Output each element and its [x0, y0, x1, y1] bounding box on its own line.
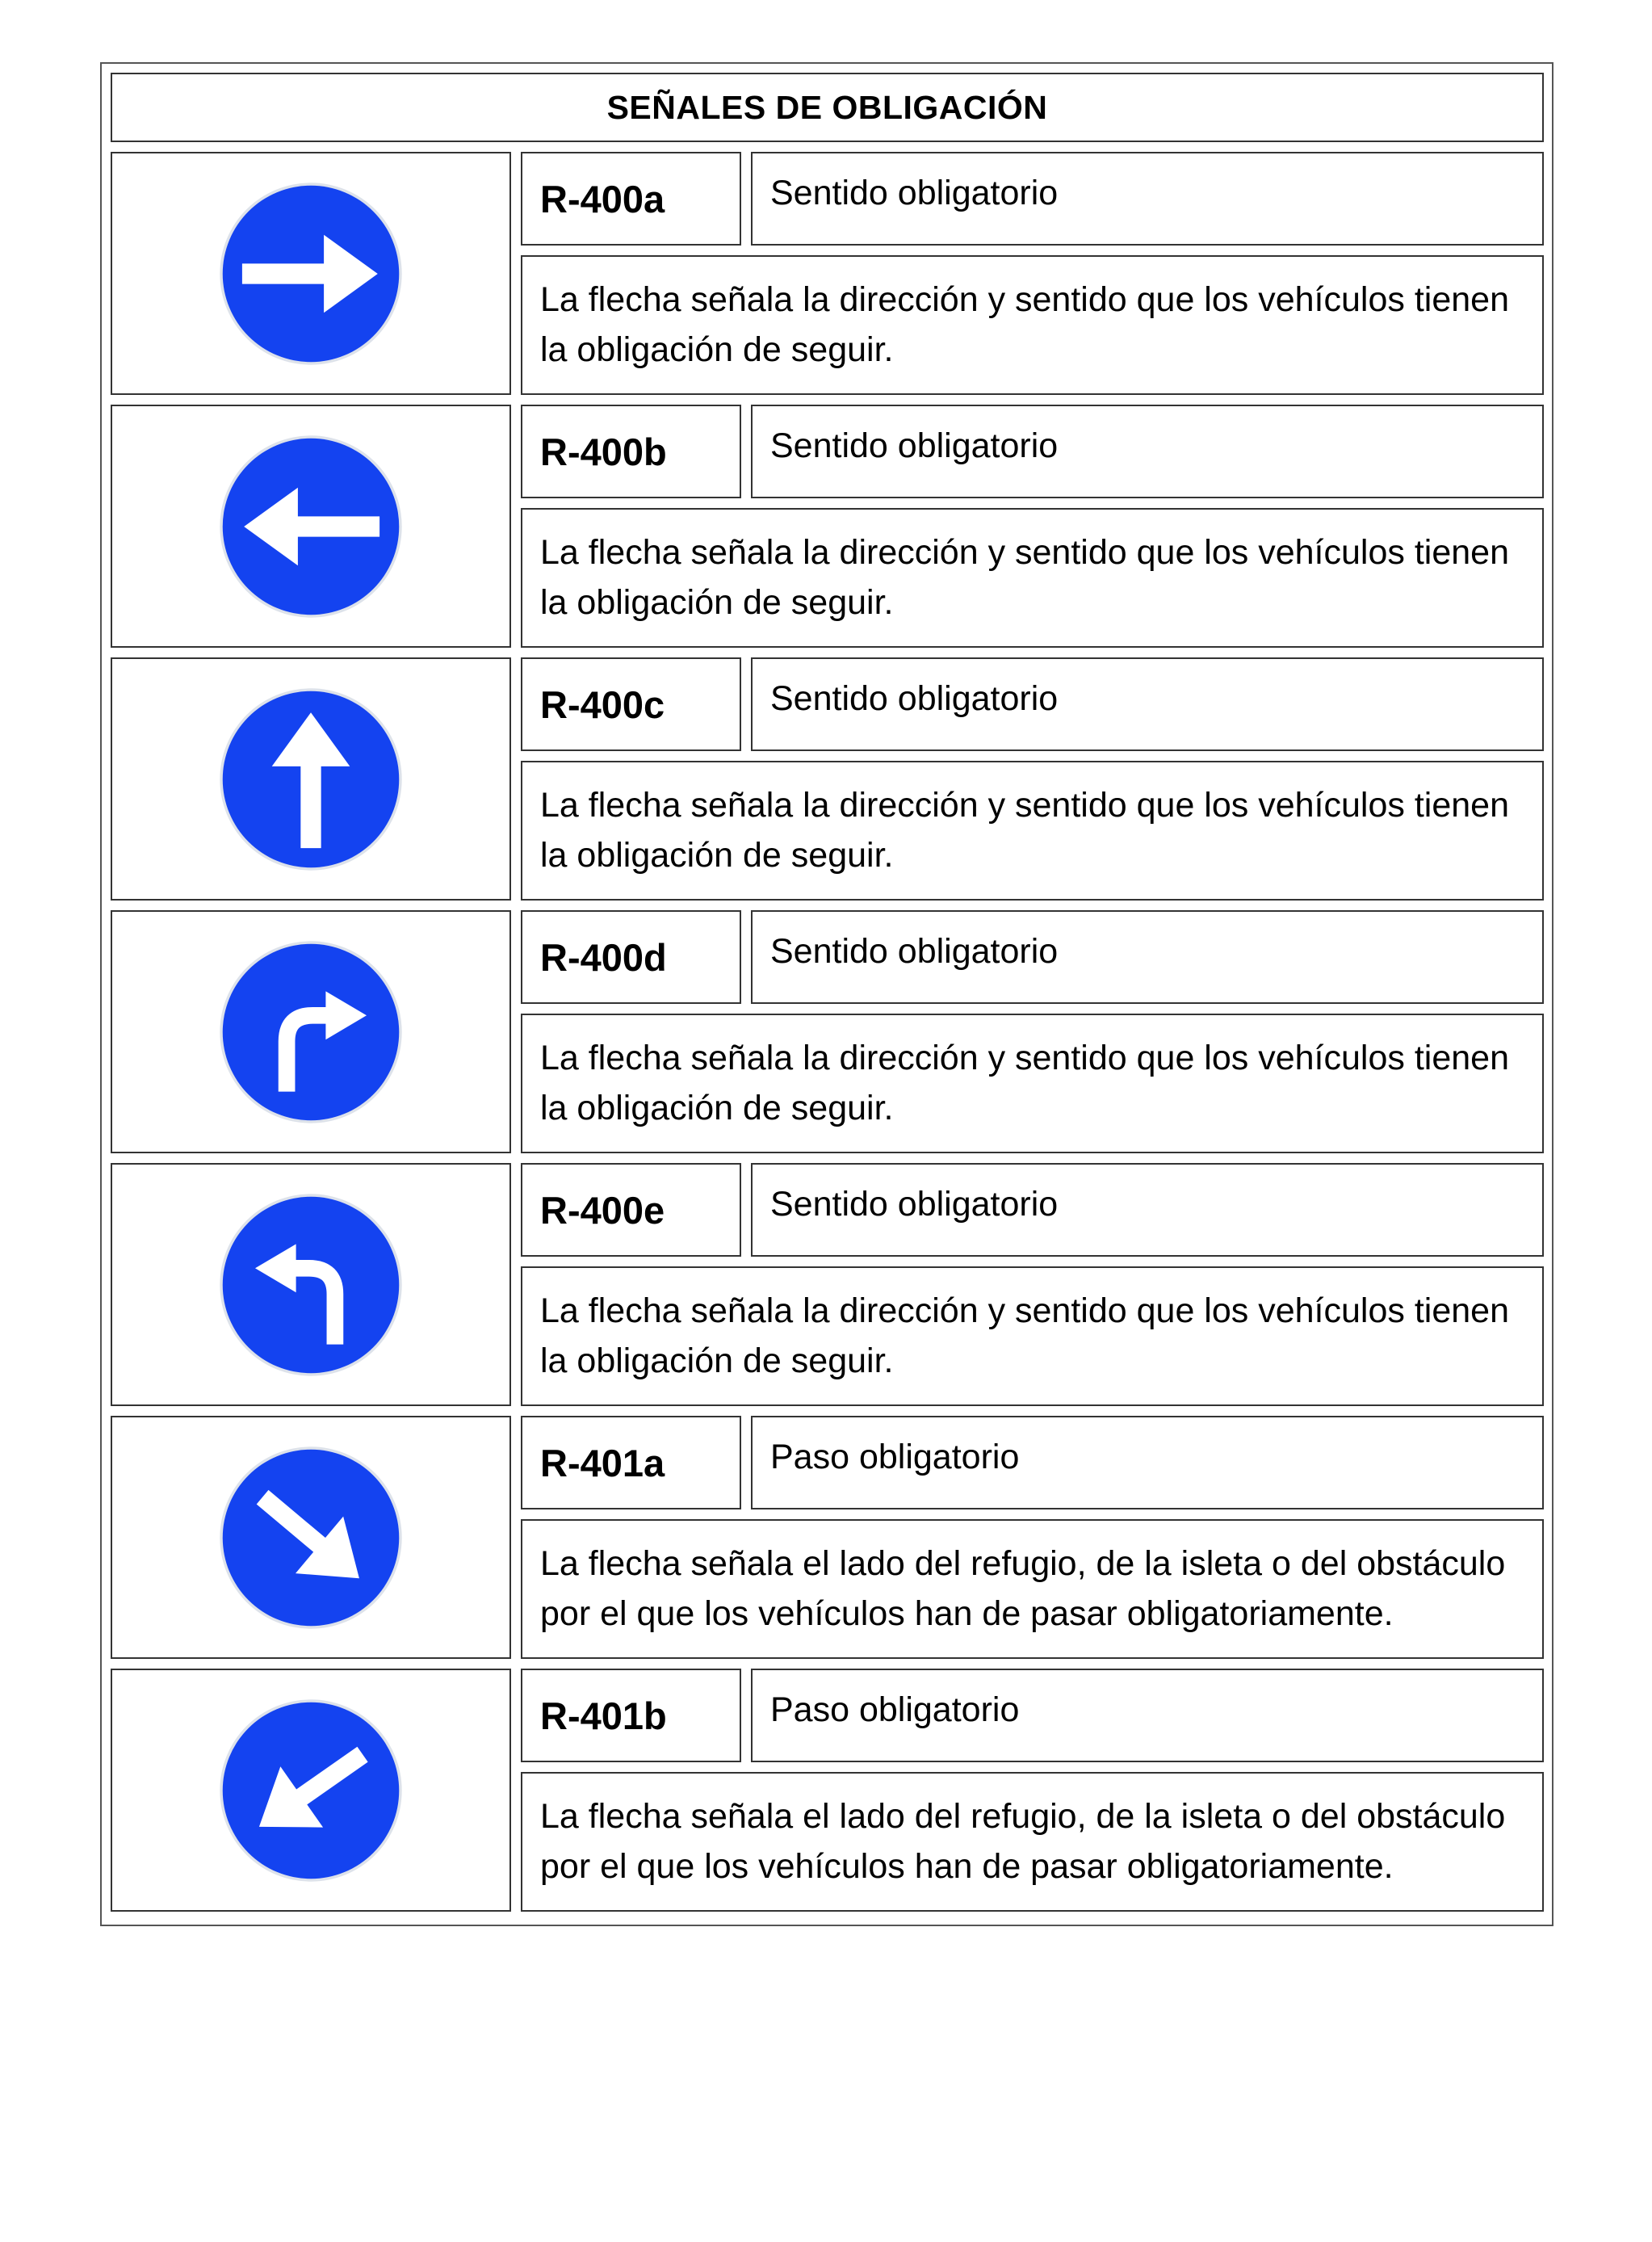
sign-code: R-400c: [521, 657, 741, 751]
arrow-up-icon: [218, 686, 404, 872]
sign-code: R-400b: [521, 405, 741, 498]
sign-cell: [111, 152, 511, 395]
sign-code: R-400e: [521, 1163, 741, 1257]
turn-right-icon: [218, 939, 404, 1125]
sign-code: R-401a: [521, 1416, 741, 1509]
sign-cell: [111, 1163, 511, 1406]
sign-description: La flecha señala la dirección y sentido que los vehículos tienen la obligación de seguir.: [521, 1266, 1544, 1406]
sign-cell: [111, 1416, 511, 1659]
sign-code: R-400a: [521, 152, 741, 246]
sign-description: La flecha señala la dirección y sentido que los vehículos tienen la obligación de seguir.: [521, 761, 1544, 901]
sign-description: La flecha señala la dirección y sentido que los vehículos tienen la obligación de seguir.: [521, 255, 1544, 395]
sign-description: La flecha señala la dirección y sentido que los vehículos tienen la obligación de seguir.: [521, 508, 1544, 648]
turn-left-icon: [218, 1192, 404, 1378]
table-title: SEÑALES DE OBLIGACIÓN: [111, 73, 1544, 142]
sign-name: Sentido obligatorio: [751, 910, 1544, 1004]
sign-name: Sentido obligatorio: [751, 1163, 1544, 1257]
sign-name: Paso obligatorio: [751, 1669, 1544, 1762]
sign-cell: [111, 1669, 511, 1912]
sign-cell: [111, 910, 511, 1153]
sign-name: Sentido obligatorio: [751, 152, 1544, 246]
sign-description: La flecha señala la dirección y sentido que los vehículos tienen la obligación de seguir.: [521, 1014, 1544, 1153]
sign-name: Sentido obligatorio: [751, 405, 1544, 498]
sign-code: R-401b: [521, 1669, 741, 1762]
sign-name: Paso obligatorio: [751, 1416, 1544, 1509]
arrow-right-icon: [218, 181, 404, 367]
sign-cell: [111, 405, 511, 648]
sign-description: La flecha señala el lado del refugio, de la isleta o del obstáculo por el que los vehículos han de pasar obligatoriamente.: [521, 1519, 1544, 1659]
sign-code: R-400d: [521, 910, 741, 1004]
sign-cell: [111, 657, 511, 901]
arrow-left-icon: [218, 434, 404, 619]
arrow-down-right-icon: [218, 1445, 404, 1631]
arrow-down-left-icon: [218, 1698, 404, 1883]
sign-description: La flecha señala el lado del refugio, de la isleta o del obstáculo por el que los vehículos han de pasar obligatoriamente.: [521, 1772, 1544, 1912]
sign-name: Sentido obligatorio: [751, 657, 1544, 751]
